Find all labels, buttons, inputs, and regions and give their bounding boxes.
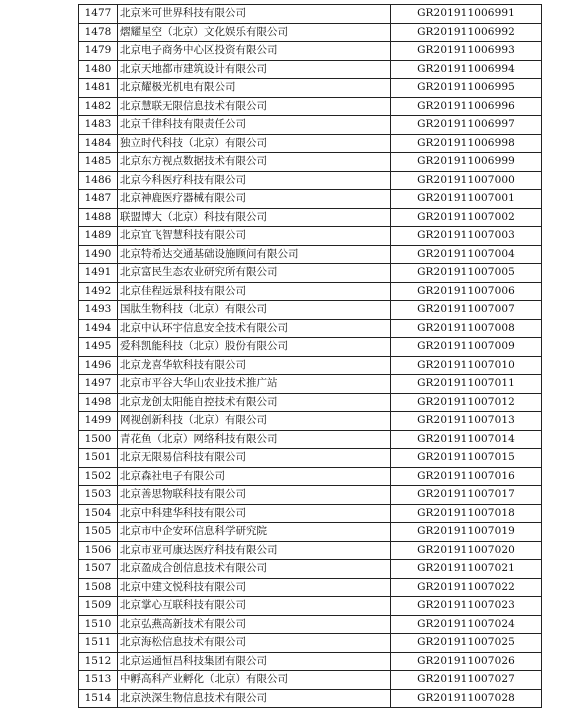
company-name-cell: 北京佳程远景科技有限公司 xyxy=(118,282,391,301)
row-number-cell: 1514 xyxy=(79,689,118,708)
row-number-cell: 1504 xyxy=(79,504,118,523)
row-number-cell: 1511 xyxy=(79,634,118,653)
table-row xyxy=(79,578,542,597)
company-name-cell: 国肽生物科技（北京）有限公司 xyxy=(118,301,391,320)
table-body xyxy=(79,5,542,708)
row-number-cell: 1513 xyxy=(79,671,118,690)
company-name-cell: 北京龙喜华软科技有限公司 xyxy=(118,356,391,375)
company-name-cell: 中孵高科产业孵化（北京）有限公司 xyxy=(118,671,391,690)
certificate-code-cell: GR201911007004 xyxy=(391,245,542,264)
company-name-cell: 北京善思物联科技有限公司 xyxy=(118,486,391,505)
company-name-cell: 北京中建文悦科技有限公司 xyxy=(118,578,391,597)
row-number-cell: 1499 xyxy=(79,412,118,431)
certificate-code-cell: GR201911007019 xyxy=(391,523,542,542)
certificate-code-cell: GR201911007025 xyxy=(391,634,542,653)
row-number-cell: 1501 xyxy=(79,449,118,468)
company-name-cell: 北京千律科技有限责任公司 xyxy=(118,116,391,135)
table-row xyxy=(79,615,542,634)
row-number-cell: 1497 xyxy=(79,375,118,394)
certificate-code-cell: GR201911006992 xyxy=(391,23,542,42)
row-number-cell: 1489 xyxy=(79,227,118,246)
certificate-code-cell: GR201911007012 xyxy=(391,393,542,412)
table-row xyxy=(79,449,542,468)
row-number-cell: 1478 xyxy=(79,23,118,42)
company-name-cell: 北京宜飞智慧科技有限公司 xyxy=(118,227,391,246)
row-number-cell: 1496 xyxy=(79,356,118,375)
row-number-cell: 1479 xyxy=(79,42,118,61)
row-number-cell: 1508 xyxy=(79,578,118,597)
table-row xyxy=(79,634,542,653)
row-number-cell: 1491 xyxy=(79,264,118,283)
certificate-code-cell: GR201911007008 xyxy=(391,319,542,338)
certificate-code-cell: GR201911007011 xyxy=(391,375,542,394)
table-row xyxy=(79,171,542,190)
certificate-code-cell: GR201911006991 xyxy=(391,5,542,24)
row-number-cell: 1492 xyxy=(79,282,118,301)
table-row xyxy=(79,153,542,172)
certificate-code-cell: GR201911007005 xyxy=(391,264,542,283)
company-name-cell: 北京电子商务中心区投资有限公司 xyxy=(118,42,391,61)
table-row xyxy=(79,430,542,449)
company-name-cell: 联盟博大（北京）科技有限公司 xyxy=(118,208,391,227)
certificate-code-cell: GR201911007022 xyxy=(391,578,542,597)
certificate-code-cell: GR201911006994 xyxy=(391,60,542,79)
certificate-code-cell: GR201911007016 xyxy=(391,467,542,486)
company-name-cell: 北京运通恒昌科技集团有限公司 xyxy=(118,652,391,671)
table-row xyxy=(79,42,542,61)
table-row xyxy=(79,134,542,153)
company-name-cell: 北京弘燕高新技术有限公司 xyxy=(118,615,391,634)
table-row xyxy=(79,227,542,246)
company-name-cell: 北京特希达交通基础设施顾问有限公司 xyxy=(118,245,391,264)
table-row xyxy=(79,560,542,579)
company-name-cell: 北京森社电子有限公司 xyxy=(118,467,391,486)
table-row xyxy=(79,689,542,708)
table-row xyxy=(79,301,542,320)
table-row xyxy=(79,504,542,523)
row-number-cell: 1483 xyxy=(79,116,118,135)
row-number-cell: 1512 xyxy=(79,652,118,671)
table-row xyxy=(79,338,542,357)
company-name-cell: 北京富民生态农业研究所有限公司 xyxy=(118,264,391,283)
table-row xyxy=(79,412,542,431)
row-number-cell: 1493 xyxy=(79,301,118,320)
company-name-cell: 熠耀星空（北京）文化娱乐有限公司 xyxy=(118,23,391,42)
company-name-cell: 北京市亚可康达医疗科技有限公司 xyxy=(118,541,391,560)
company-name-cell: 北京东方视点数据技术有限公司 xyxy=(118,153,391,172)
company-name-cell: 青花鱼（北京）网络科技有限公司 xyxy=(118,430,391,449)
certificate-code-cell: GR201911007018 xyxy=(391,504,542,523)
certificate-code-cell: GR201911007014 xyxy=(391,430,542,449)
certificate-code-cell: GR201911007009 xyxy=(391,338,542,357)
certificate-code-cell: GR201911007023 xyxy=(391,597,542,616)
company-name-cell: 北京耀极光机电有限公司 xyxy=(118,79,391,98)
row-number-cell: 1481 xyxy=(79,79,118,98)
table-row xyxy=(79,523,542,542)
table-row xyxy=(79,97,542,116)
table-row xyxy=(79,23,542,42)
row-number-cell: 1484 xyxy=(79,134,118,153)
certificate-code-cell: GR201911006999 xyxy=(391,153,542,172)
certificate-code-cell: GR201911006995 xyxy=(391,79,542,98)
table-row xyxy=(79,79,542,98)
row-number-cell: 1486 xyxy=(79,171,118,190)
company-name-cell: 北京龙创太阳能自控技术有限公司 xyxy=(118,393,391,412)
row-number-cell: 1487 xyxy=(79,190,118,209)
certificate-code-cell: GR201911007010 xyxy=(391,356,542,375)
table-row xyxy=(79,116,542,135)
company-name-cell: 北京神鹿医疗器械有限公司 xyxy=(118,190,391,209)
certificate-code-cell: GR201911007021 xyxy=(391,560,542,579)
certificate-code-cell: GR201911007003 xyxy=(391,227,542,246)
row-number-cell: 1507 xyxy=(79,560,118,579)
company-name-cell: 北京天地都市建筑设计有限公司 xyxy=(118,60,391,79)
certificate-code-cell: GR201911007024 xyxy=(391,615,542,634)
table-row xyxy=(79,652,542,671)
table-row xyxy=(79,597,542,616)
certificate-code-cell: GR201911007017 xyxy=(391,486,542,505)
row-number-cell: 1488 xyxy=(79,208,118,227)
table-row xyxy=(79,264,542,283)
table-row xyxy=(79,190,542,209)
company-name-cell: 北京中认环宇信息安全技术有限公司 xyxy=(118,319,391,338)
row-number-cell: 1505 xyxy=(79,523,118,542)
certificate-code-cell: GR201911007006 xyxy=(391,282,542,301)
row-number-cell: 1503 xyxy=(79,486,118,505)
company-name-cell: 北京今科医疗科技有限公司 xyxy=(118,171,391,190)
row-number-cell: 1490 xyxy=(79,245,118,264)
table-row xyxy=(79,5,542,24)
table-row xyxy=(79,393,542,412)
company-name-cell: 北京泱深生物信息技术有限公司 xyxy=(118,689,391,708)
company-name-cell: 北京米可世界科技有限公司 xyxy=(118,5,391,24)
company-name-cell: 北京市中企安环信息科学研究院 xyxy=(118,523,391,542)
row-number-cell: 1480 xyxy=(79,60,118,79)
certificate-code-cell: GR201911007028 xyxy=(391,689,542,708)
certificate-code-cell: GR201911007002 xyxy=(391,208,542,227)
certificate-code-cell: GR201911006998 xyxy=(391,134,542,153)
certificate-code-cell: GR201911006996 xyxy=(391,97,542,116)
certificate-code-cell: GR201911007015 xyxy=(391,449,542,468)
table-row xyxy=(79,467,542,486)
row-number-cell: 1510 xyxy=(79,615,118,634)
table-row xyxy=(79,60,542,79)
table-row xyxy=(79,541,542,560)
company-name-cell: 北京海松信息技术有限公司 xyxy=(118,634,391,653)
company-name-cell: 北京无限易信科技有限公司 xyxy=(118,449,391,468)
certificate-code-cell: GR201911007007 xyxy=(391,301,542,320)
certificate-table xyxy=(78,4,542,708)
table-row xyxy=(79,375,542,394)
table-row xyxy=(79,245,542,264)
table-row xyxy=(79,356,542,375)
table-row xyxy=(79,671,542,690)
row-number-cell: 1509 xyxy=(79,597,118,616)
table-row xyxy=(79,282,542,301)
company-name-cell: 独立时代科技（北京）有限公司 xyxy=(118,134,391,153)
certificate-code-cell: GR201911006997 xyxy=(391,116,542,135)
company-name-cell: 北京慧联无限信息技术有限公司 xyxy=(118,97,391,116)
certificate-code-cell: GR201911006993 xyxy=(391,42,542,61)
company-name-cell: 北京盈成合创信息技术有限公司 xyxy=(118,560,391,579)
row-number-cell: 1498 xyxy=(79,393,118,412)
company-name-cell: 北京市平谷大华山农业技术推广站 xyxy=(118,375,391,394)
table-row xyxy=(79,486,542,505)
certificate-code-cell: GR201911007020 xyxy=(391,541,542,560)
table-row xyxy=(79,208,542,227)
row-number-cell: 1477 xyxy=(79,5,118,24)
row-number-cell: 1502 xyxy=(79,467,118,486)
certificate-code-cell: GR201911007001 xyxy=(391,190,542,209)
row-number-cell: 1494 xyxy=(79,319,118,338)
certificate-code-cell: GR201911007013 xyxy=(391,412,542,431)
company-name-cell: 北京掌心互联科技有限公司 xyxy=(118,597,391,616)
table-row xyxy=(79,319,542,338)
row-number-cell: 1500 xyxy=(79,430,118,449)
row-number-cell: 1485 xyxy=(79,153,118,172)
row-number-cell: 1495 xyxy=(79,338,118,357)
certificate-code-cell: GR201911007000 xyxy=(391,171,542,190)
company-name-cell: 北京中科建华科技有限公司 xyxy=(118,504,391,523)
certificate-code-cell: GR201911007027 xyxy=(391,671,542,690)
certificate-code-cell: GR201911007026 xyxy=(391,652,542,671)
row-number-cell: 1506 xyxy=(79,541,118,560)
company-name-cell: 网视创新科技（北京）有限公司 xyxy=(118,412,391,431)
row-number-cell: 1482 xyxy=(79,97,118,116)
company-name-cell: 爱科凯能科技（北京）股份有限公司 xyxy=(118,338,391,357)
